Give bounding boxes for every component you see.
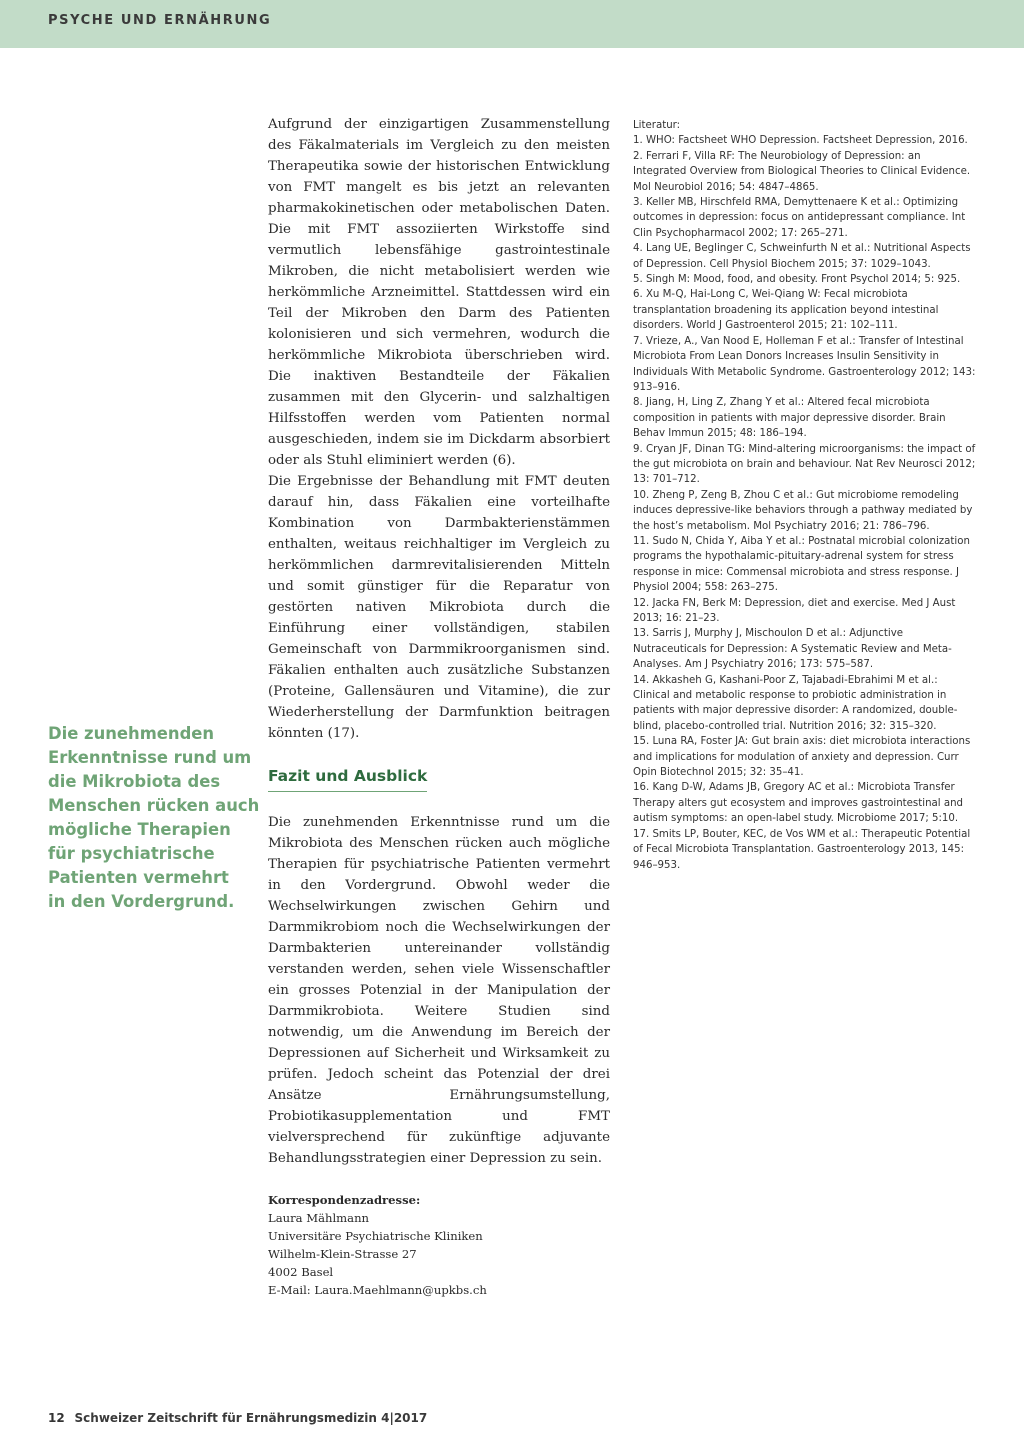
reference-item: 2. Ferrari F, Villa RF: The Neurobiology of Depression: an Integrated Overview from Biological Theories to Clinical Evidence. Mol Neurobiol 2016; 54: 4847–4865. bbox=[633, 150, 971, 193]
reference-item: 10. Zheng P, Zeng B, Zhou C et al.: Gut microbiome remodeling induces depressive-like behaviors through a pathway mediated by the host’s metabolism. Mol Psychiatry 2016; 21: 786–796. bbox=[633, 489, 973, 532]
references-title: Literatur: bbox=[633, 120, 681, 131]
pull-quote-line: Patienten vermehrt bbox=[48, 868, 229, 887]
reference-item: 7. Vrieze, A., Van Nood E, Holleman F et al.: Transfer of Intestinal Microbiota From Lean Donors Increases Insulin Sensitivity in Individuals With Metabolic Syndrome. Gastroenterology 2012; 143: 913–916. bbox=[633, 335, 976, 393]
pull-quote bbox=[48, 722, 260, 914]
references-column bbox=[633, 118, 976, 873]
correspondence-name: Laura Mählmann bbox=[268, 1211, 370, 1225]
page-footer bbox=[48, 1411, 427, 1425]
pull-quote-line: Die zunehmenden bbox=[48, 724, 215, 743]
reference-item: 5. Singh M: Mood, food, and obesity. Front Psychol 2014; 5: 925. bbox=[633, 274, 961, 286]
reference-item: 17. Smits LP, Bouter, KEC, de Vos WM et al.: Therapeutic Potential of Fecal Microbiota Transplantation. Gastroenterology 2013, 145: 946–953. bbox=[633, 828, 971, 871]
correspondence-city: 4002 Basel bbox=[268, 1265, 334, 1279]
pull-quote-line: für psychiatrische bbox=[48, 844, 215, 863]
main-column bbox=[268, 114, 610, 1299]
header-band bbox=[0, 0, 1024, 48]
reference-item: 6. Xu M-Q, Hai-Long C, Wei-Qiang W: Fecal microbiota transplantation broadening its application beyond intestinal disorders. World J Gastroenterol 2015; 21: 102–111. bbox=[633, 289, 939, 332]
section-heading: Fazit und Ausblick bbox=[268, 766, 427, 792]
body-paragraph: Aufgrund der einzigartigen Zusammenstellung des Fäkalmaterials im Vergleich zu den meisten Therapeutika sowie der historischen Entwicklung von FMT mangelt es bis jetzt an relevanten pharmakokinetischen oder metabolischen Daten. Die mit FMT assoziierten Wirkstoffe sind vermutlich lebensfähige gastrointestinale Mikroben, die nicht metabolisiert werden wie herkömmliche Arzneimittel. Stattdessen wird ein Teil der Mikroben den Darm des Patienten kolonisieren und sich vermehren, wodurch die herkömmliche Mikrobiota überschrieben wird. Die inaktiven Bestandteile der Fäkalien zusammen mit den Glycerin- und salzhaltigen Hilfsstoffen werden vom Patienten normal ausgeschieden, indem sie im Dickdarm absorbiert oder als Stuhl eliminiert werden (6). bbox=[268, 117, 610, 468]
correspondence-institution: Universitäre Psychiatrische Kliniken bbox=[268, 1229, 483, 1243]
correspondence-email: E-Mail: Laura.Maehlmann@upkbs.ch bbox=[268, 1283, 487, 1297]
correspondence-label: Korrespondenzadresse: bbox=[268, 1193, 421, 1207]
body-paragraph: Die zunehmenden Erkenntnisse rund um die Mikrobiota des Menschen rücken auch mögliche Therapien für psychiatrische Patienten vermehrt in den Vordergrund. Obwohl weder die Wechselwirkungen zwischen Gehirn und Darmmikrobiom noch die Wechselwirkungen der Darmbakterien untereinander vollständig verstanden werden, sehen viele Wissenschaftler ein grosses Potenzial in der Manipulation der Darmmikrobiota. Weitere Studien sind notwendig, um die Anwendung im Bereich der Depressionen auf Sicherheit und Wirksamkeit zu prüfen. Jedoch scheint das Potenzial der drei Ansätze Ernährungsumstellung, Probiotikasupplementation und FMT vielversprechend für zukünftige adjuvante Behandlungsstrategien einer Depression zu sein. bbox=[268, 815, 610, 1166]
reference-item: 15. Luna RA, Foster JA: Gut brain axis: diet microbiota interactions and implications for modulation of anxiety and depression. Curr Opin Biotechnol 2015; 32: 35–41. bbox=[633, 736, 971, 779]
reference-item: 4. Lang UE, Beglinger C, Schweinfurth N et al.: Nutritional Aspects of Depression. Cell Physiol Biochem 2015; 37: 1029–1043. bbox=[633, 243, 971, 270]
pull-quote-line: die Mikrobiota des bbox=[48, 772, 221, 791]
reference-item: 11. Sudo N, Chida Y, Aiba Y et al.: Postnatal microbial colonization programs the hypothalamic-pituitary-adrenal system for stress response in mice: Commensal microbiota and stress response. J Physiol 2004; 558: 263–275. bbox=[633, 535, 970, 594]
reference-item: 8. Jiang, H, Ling Z, Zhang Y et al.: Altered fecal microbiota composition in patients with major depressive disorder. Brain Behav Immun 2015; 48: 186–194. bbox=[633, 397, 946, 440]
body-paragraph: Die Ergebnisse der Behandlung mit FMT deuten darauf hin, dass Fäkalien eine vorteilhafte Kombination von Darmbakterienstämmen enthalten, weitaus reichhaltiger im Vergleich zu herkömmlichen darmrevitalisierenden Mitteln und somit günstiger für die Reparatur von gestörten nativen Mikrobiota durch die Einführung einer vollständigen, stabilen Gemeinschaft von Darmmikroorganismen sind. Fäkalien enthalten auch zusätzliche Substanzen (Proteine, Gallensäuren und Vitamine), die zur Wiederherstellung der Darmfunktion beitragen könnten (17). bbox=[268, 474, 610, 741]
reference-item: 1. WHO: Factsheet WHO Depression. Factsheet Depression, 2016. bbox=[633, 135, 968, 147]
reference-item: 3. Keller MB, Hirschfeld RMA, Demyttenaere K et al.: Optimizing outcomes in depression: focus on antidepressant compliance. Int Clin Psychopharmacol 2002; 17: 265–271. bbox=[633, 197, 966, 239]
pull-quote-line: in den Vordergrund. bbox=[48, 892, 235, 911]
reference-item: 9. Cryan JF, Dinan TG: Mind-altering microorganisms: the impact of the gut microbiota on brain and behaviour. Nat Rev Neurosci 2012; 13: 701–712. bbox=[633, 443, 976, 486]
correspondence-block bbox=[268, 1191, 610, 1299]
reference-item: 16. Kang D-W, Adams JB, Gregory AC et al.: Microbiota Transfer Therapy alters gut ecosystem and improves gastrointestinal and autism symptoms: an open-label study. Microbiome 2017; 5:10. bbox=[633, 782, 963, 825]
pull-quote-line: mögliche Therapien bbox=[48, 820, 231, 839]
correspondence-street: Wilhelm-Klein-Strasse 27 bbox=[268, 1247, 417, 1261]
reference-item: 12. Jacka FN, Berk M: Depression, diet and exercise. Med J Aust 2013; 16: 21–23. bbox=[633, 597, 956, 624]
journal-title: Schweizer Zeitschrift für Ernährungsmedizin 4|2017 bbox=[74, 1411, 428, 1425]
pull-quote-line: Erkenntnisse rund um bbox=[48, 748, 252, 767]
reference-item: 13. Sarris J, Murphy J, Mischoulon D et al.: Adjunctive Nutraceuticals for Depression: A Systematic Review and Meta-Analyses. Am J Psychiatry 2016; 173: 575–587. bbox=[633, 628, 952, 671]
section-title: PSYCHE UND ERNÄHRUNG bbox=[48, 13, 272, 28]
page-number: 12 bbox=[48, 1411, 65, 1425]
pull-quote-line: Menschen rücken auch bbox=[48, 796, 260, 815]
reference-item: 14. Akkasheh G, Kashani-Poor Z, Tajabadi-Ebrahimi M et al.: Clinical and metabolic response to probiotic administration in patients with major depressive disorder: A randomized, double-blind, placebo-controlled trial. Nutrition 2016; 32: 315–320. bbox=[633, 674, 958, 732]
